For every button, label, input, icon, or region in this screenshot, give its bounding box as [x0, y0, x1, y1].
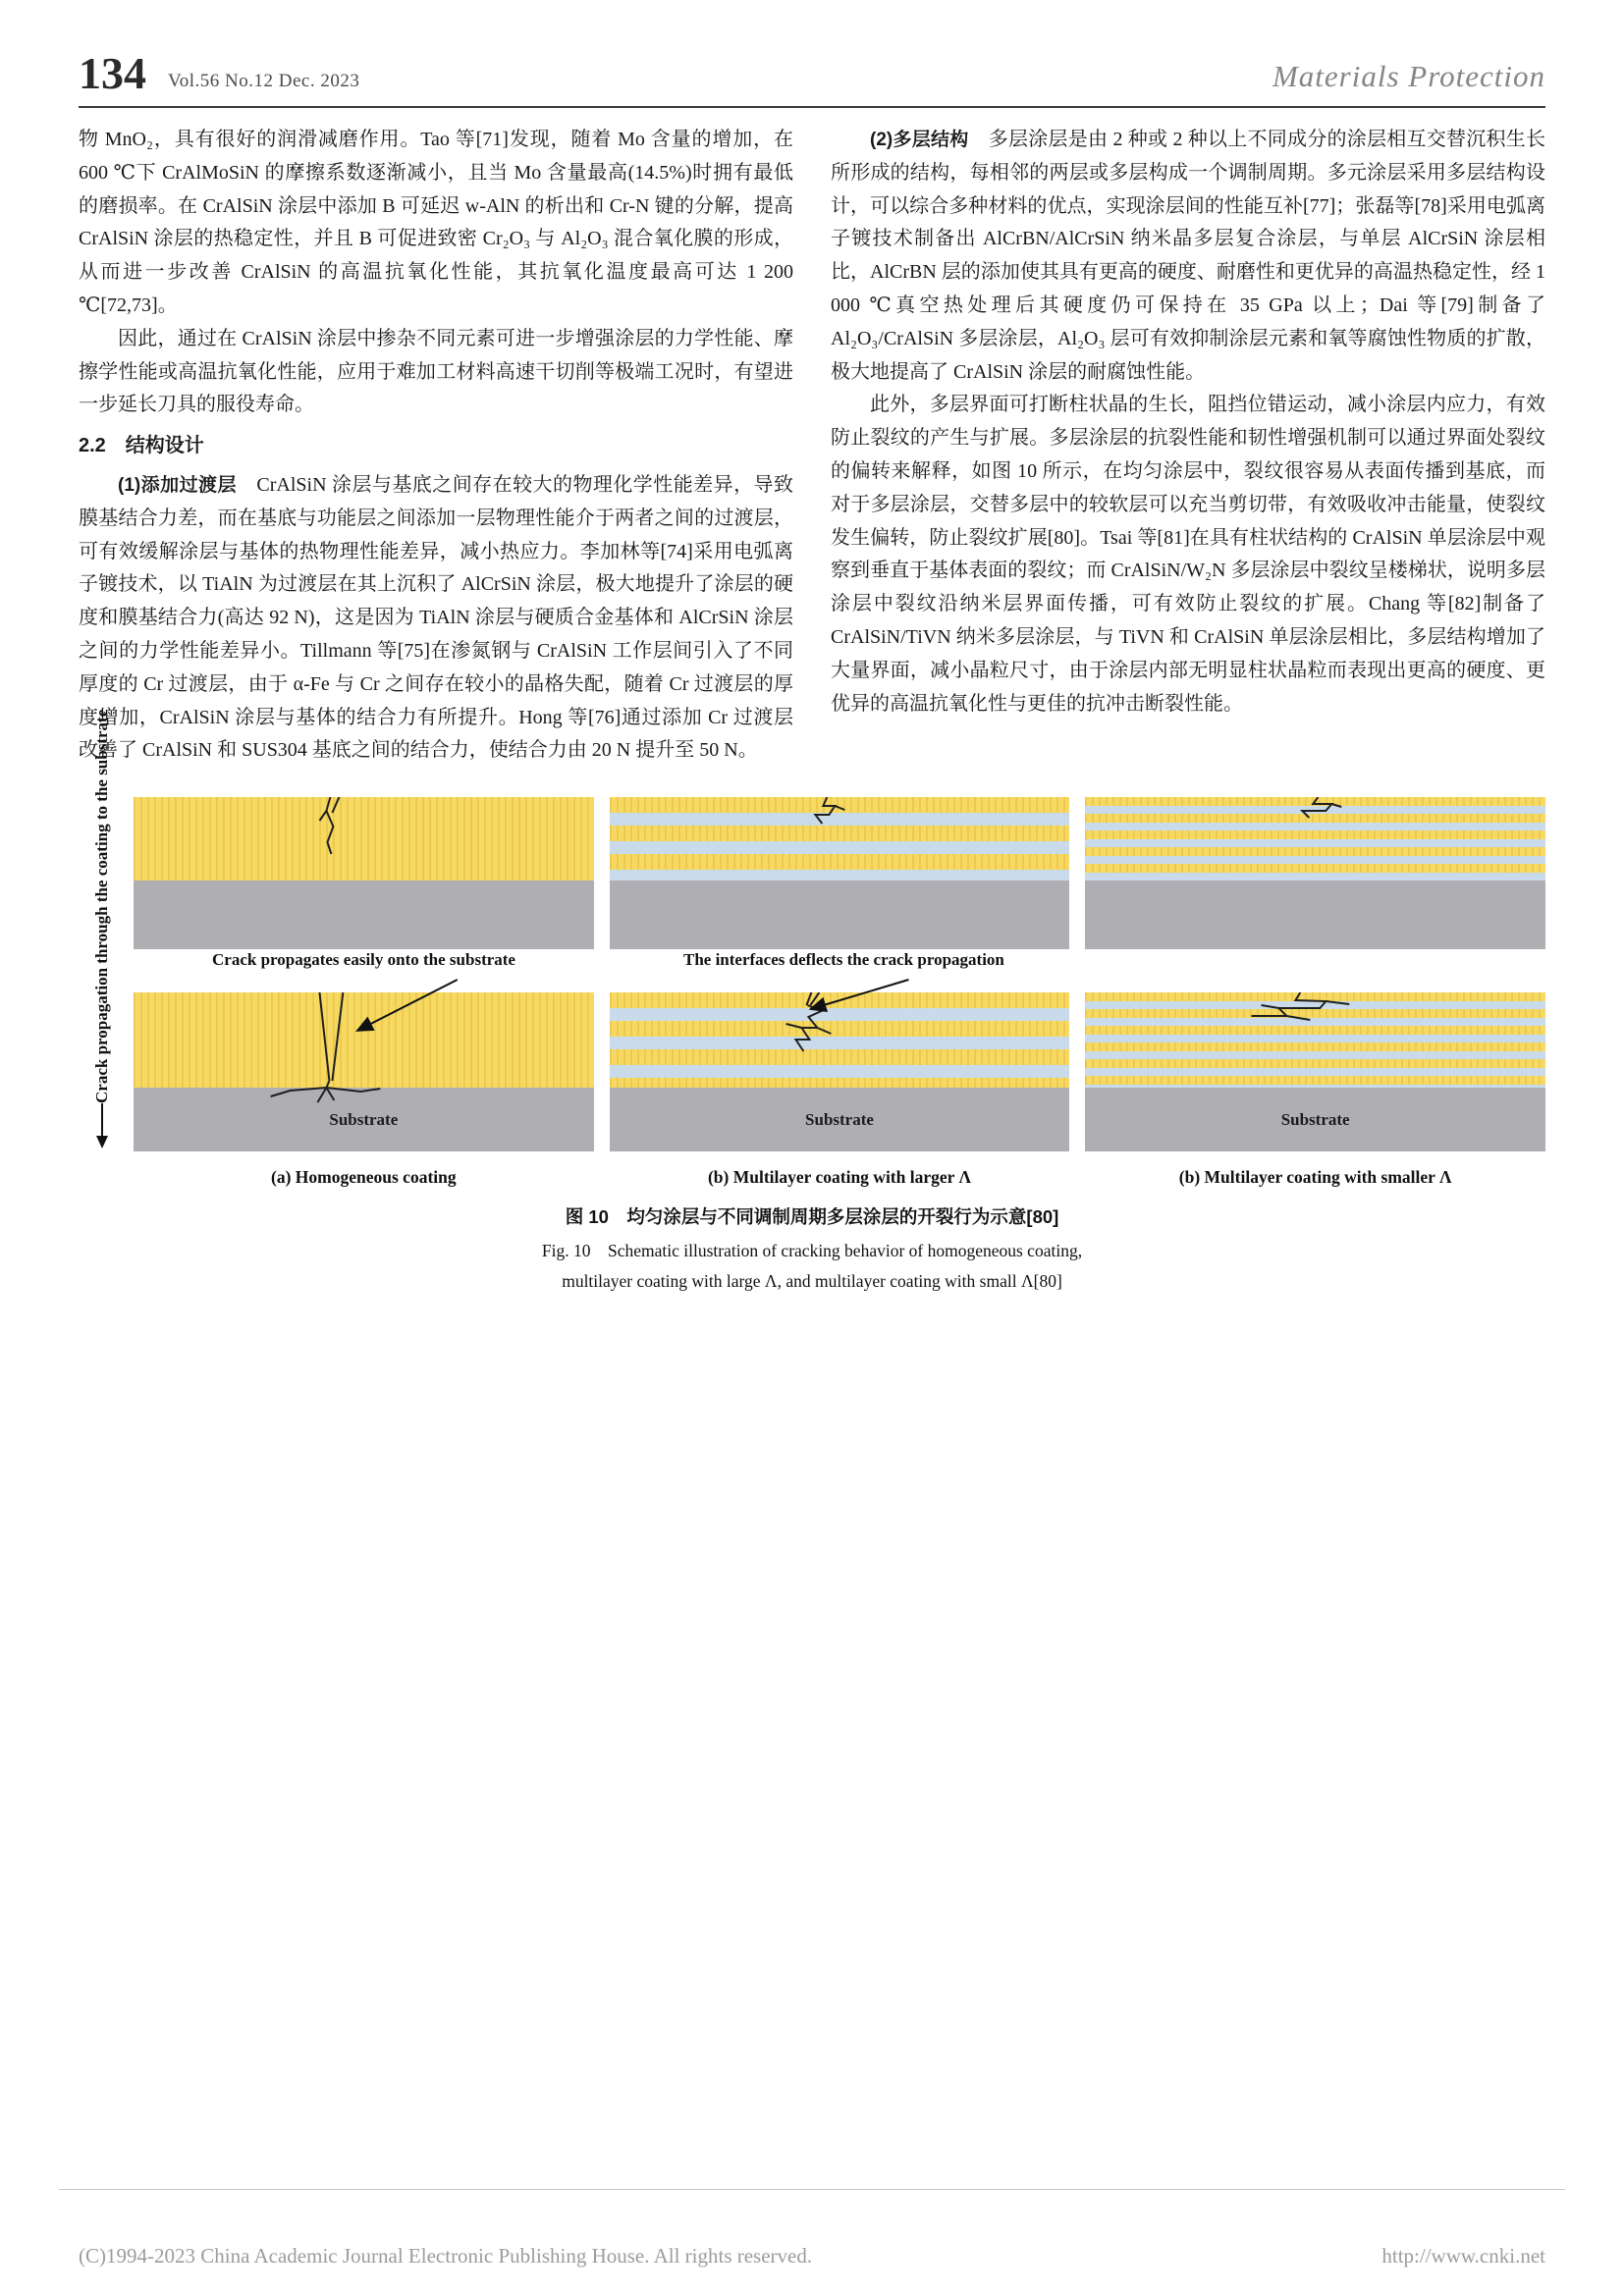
figure-y-axis-label: Crack propagation through the coating to the substrate [91, 709, 111, 1104]
multilayer-large-coating [610, 992, 1070, 1088]
panel-homogeneous-propagation [134, 992, 594, 1151]
substrate-label: Substrate [329, 1109, 399, 1129]
multilayer-small-coating [1085, 992, 1545, 1088]
paragraph [79, 469, 793, 768]
down-arrow-icon [92, 1103, 112, 1148]
multilayer-small-coating [1085, 797, 1545, 881]
panel-captions [134, 1167, 1545, 1188]
panel-caption-a: (a) Homogeneous coating [271, 1167, 457, 1188]
section-heading: 2.2 结构设计 [79, 435, 204, 457]
substrate-block [134, 1088, 594, 1151]
paragraph-lead: (2)多层结构 [870, 130, 969, 150]
figure-caption-chinese: 图 10 均匀涂层与不同调制周期多层涂层的开裂行为示意[80] [565, 1206, 1059, 1228]
substrate-block [134, 881, 594, 949]
paragraph-lead: (1)添加过渡层 [118, 474, 237, 496]
multilayer-large-coating [610, 797, 1070, 881]
panel-multilayer-small-propagation [1085, 992, 1545, 1151]
paragraph-text: CrAlSiN 涂层与基底之间存在较大的物理化学性能差异，导致膜基结合力差，而在基底与功能层之间添加一层物理性能介于两者之间的过渡层，可有效缓解涂层与基体的热物理性能差异，减小热应力。李加林等[74]采用电弧离子镀技术，以 TiAlN 为过渡层在其上沉积了 AlCrSiN 涂层，极大地提升了涂层的硬度和膜基结合力(高达 92 N)，这是因为 TiAlN 涂层与硬质合金基体和 AlCrSiN 涂层之间的力学性能差异小。Tillmann 等[75]在渗氮钢与 CrAlSiN 工作层间引入了不同厚度的 Cr 过渡层，由于 α-Fe 与 Cr 之间存在较小的晶格失配，随着 Cr 过渡层的厚度增加，CrAlSiN 涂层与基体的结合力有所提升。Hong 等[76]通过添加 Cr 过渡层改善了 CrAlSiN 和 SUS304 基底之间的结合力，使结合力由 20 N 提升至 50 N。 [79, 473, 793, 762]
panel-homogeneous-initiation [134, 797, 594, 949]
paragraph [831, 124, 1545, 389]
panel-caption-b-small: (b) Multilayer coating with smaller Λ [1178, 1167, 1452, 1188]
issue-info: Vol.56 No.12 Dec. 2023 [168, 71, 360, 91]
paragraph-text: 多层涂层是由 2 种或 2 种以上不同成分的涂层相互交替沉积生长所形成的结构，每相邻的两层或多层构成一个调制周期。多元涂层采用多层结构设计，可以综合多种材料的优点，实现涂层间的性能互补[77]；张磊等[78]采用电弧离子镀技术制备出 AlCrBN/AlCrSiN 纳米晶多层复合涂层，与单层 AlCrSiN 涂层相比，AlCrBN 层的添加使其具有更高的硬度、耐磨性和更优异的高温热稳定性，经 1 000 ℃真空热处理后其硬度仍可保持在 35 GPa 以上；Dai 等[79]制备了 Al₂O₃/CrAlSiN 多层涂层，Al₂O₃ 层可有效抑制涂层元素和氧等腐蚀性物质的扩散，极大地提高了 CrAlSiN 涂层的耐腐蚀性能。 [831, 129, 1545, 383]
figure-main [134, 797, 1545, 1188]
figure-10 [79, 709, 1545, 1188]
panel-multilayer-large-propagation [610, 992, 1070, 1151]
left-column [79, 124, 793, 768]
substrate-label: Substrate [1280, 1109, 1350, 1129]
figure-caption-english-line2: multilayer coating with large Λ, and multilayer coating with small Λ[80] [562, 1271, 1062, 1292]
panel-multilayer-small-initiation [1085, 797, 1545, 949]
substrate-label: Substrate [805, 1109, 874, 1129]
header-left [79, 48, 360, 98]
page-footer [79, 2244, 1545, 2269]
substrate-block [1085, 1088, 1545, 1151]
paragraph: 因此，通过在 CrAlSiN 涂层中掺杂不同元素可进一步增强涂层的力学性能、摩擦学性能或高温抗氧化性能，应用于难加工材料高速干切削等极端工况时，有望进一步延长刀具的服役寿命。 [79, 327, 793, 416]
header-rule [79, 106, 1545, 108]
page-number: 134 [79, 48, 146, 98]
homogeneous-coating [134, 992, 594, 1088]
homogeneous-coating [134, 797, 594, 881]
journal-name: Materials Protection [1272, 59, 1545, 93]
paragraph-continued: 物 MnO₂，具有很好的润滑减磨作用。Tao 等[71]发现，随着 Mo 含量的增加，在 600 ℃下 CrAlMoSiN 的摩擦系数逐渐减小，且当 Mo 含量最高(14.5%)时拥有最低的磨损率。在 CrAlSiN 涂层中添加 B 可延迟 w-AlN 的析出和 Cr-N 键的分解，提高 CrAlSiN 涂层的热稳定性，并且 B 可促进致密 Cr₂O₃ 与 Al₂O₃ 混合氧化膜的形成，从而进一步改善 CrAlSiN 的高温抗氧化性能，其抗氧化温度最高可达 1 200 ℃[72,73]。 [79, 129, 793, 316]
copyright-text: (C)1994-2023 China Academic Journal Electronic Publishing House. All rights reserved. [79, 2244, 813, 2268]
footer-rule [59, 2189, 1565, 2190]
page-header [79, 48, 1545, 98]
annotation-interfaces-deflect: The interfaces deflects the crack propagation [683, 950, 1004, 970]
figure-panels [134, 797, 1545, 1151]
substrate-block [610, 1088, 1070, 1151]
annotation-crack-propagates: Crack propagates easily onto the substrate [212, 950, 515, 970]
panel-multilayer-large-initiation [610, 797, 1070, 949]
panel-caption-b-large: (b) Multilayer coating with larger Λ [707, 1167, 972, 1188]
substrate-block [610, 881, 1070, 949]
cnki-link[interactable]: http://www.cnki.net [1381, 2244, 1545, 2268]
substrate-block [1085, 881, 1545, 949]
paragraph: 此外，多层界面可打断柱状晶的生长，阻挡位错运动，减小涂层内应力，有效防止裂纹的产生与扩展。多层涂层的抗裂性能和韧性增强机制可以通过界面处裂纹的偏转来解释，如图 10 所示，在均匀涂层中，裂纹很容易从表面传播到基底，而对于多层涂层，交替多层中的较软层可以充当剪切带，有效吸收冲击能量，使裂纹发生偏转，防止裂纹扩展[80]。Tsai 等[81]在具有柱状结构的 CrAlSiN 单层涂层中观察到垂直于基体表面的裂纹；而 CrAlSiN/W₂N 多层涂层中裂纹呈楼梯状，说明多层涂层中裂纹沿纳米层界面传播，可有效防止裂纹的扩展。Chang 等[82]制备了 CrAlSiN/TiVN 纳米多层涂层，与 TiVN 和 CrAlSiN 单层涂层相比，多层结构增加了大量界面，减小晶粒尺寸，由于涂层内部无明显柱状晶粒而表现出更高的硬度、更优异的高温抗氧化性与更佳的抗冲击断裂性能。 [831, 394, 1545, 715]
figure-caption-english-line1: Fig. 10 Schematic illustration of cracking behavior of homogeneous coating, [541, 1241, 1083, 1261]
right-column [831, 124, 1545, 768]
figure-y-axis [79, 709, 126, 1151]
article-body [79, 124, 1545, 768]
